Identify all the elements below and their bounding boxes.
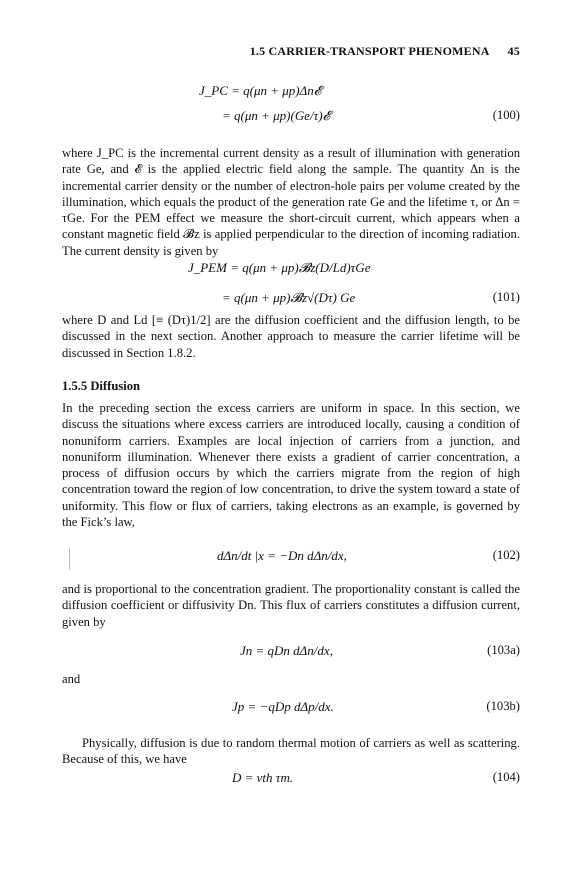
equation-100-number: (100) xyxy=(492,108,520,122)
paragraph-diffusivity: and is proportional to the concentration gradient. The proportionality constant is called the diffusion coefficient or diffusivity Dn. This flux of carriers constitutes a diffusion current, given by xyxy=(62,582,520,629)
paragraph-diffusion-intro: In the preceding section the excess carriers are uniform in space. In this section, we discuss the situations where excess carriers are introduced locally, causing a condition of nonuniform carriers. Examples are local injection of carriers from a junction, and nonuniform illumination. Whenever there exists a gradient of carrier concentration, a process of diffusion occurs by which the carriers migrate from the region of high concentration toward the region of low concentration, to drive the system toward a state of uniformity. This flow or flux of carriers, taking electrons as an example, is governed by the Fick’s law, xyxy=(62,401,520,530)
equation-102-number: (102) xyxy=(492,548,520,562)
running-header xyxy=(62,44,520,59)
page-number: 45 xyxy=(507,44,520,58)
paragraph-physical-diffusion: Physically, diffusion is due to random thermal motion of carriers as well as scattering. Because of this, we have xyxy=(62,736,520,767)
section-title: 1.5 CARRIER-TRANSPORT PHENOMENA xyxy=(249,44,490,58)
paragraph-photoconductive: where J_PC is the incremental current density as a result of illumination with generation rate Ge, and 𝓔 is the applied electric field along the sample. The quantity Δn is the incremental carrier density or the number of electron-hole pairs per volume created by the illumination, which equals the product of the generation rate Ge and the lifetime τ, or Δn = τGe. For the PEM effect we measure the short-circuit current, which appears when a constant magnetic field 𝓑z is applied perpendicular to the direction of incoming radiation. The current density is given by xyxy=(62,146,520,258)
equation-103b-expr: Jp = −qDp dΔp/dx. xyxy=(232,699,334,714)
equation-100-expr-2: = q(μn + μp)(Ge/τ)𝓔 xyxy=(222,108,331,123)
equation-100-expr-1: J_PC = q(μn + μp)Δn𝓔 xyxy=(199,83,322,98)
equation-101-line-1 xyxy=(62,260,520,280)
equation-103b-number: (103b) xyxy=(486,699,520,713)
equation-104-number: (104) xyxy=(492,770,520,784)
equation-103b xyxy=(62,699,520,719)
equation-103a-number: (103a) xyxy=(487,643,520,657)
word-and: and xyxy=(62,672,81,686)
section-heading-diffusion: 1.5.5 Diffusion xyxy=(62,379,141,393)
equation-101-expr-2: = q(μn + μp)𝓑z√(Dτ) Ge xyxy=(222,290,356,305)
equation-101-number: (101) xyxy=(492,290,520,304)
equation-101-expr-1: J_PEM = q(μn + μp)𝓑z(D/Ld)τGe xyxy=(188,260,371,275)
equation-102-expr: dΔn/dt |x = −Dn dΔn/dx, xyxy=(217,548,347,563)
equation-100-line-2 xyxy=(62,108,520,128)
equation-103a-expr: Jn = qDn dΔn/dx, xyxy=(240,643,333,658)
equation-104-expr: D = vth τm. xyxy=(232,770,294,785)
paragraph-diffusion-length: where D and Ld [≡ (Dτ)1/2] are the diffusion coefficient and the diffusion length, to be discussed in the next section. Another approach to measure the carrier lifetime will be discussed in Section 1.8.2. xyxy=(62,313,520,360)
equation-102 xyxy=(62,548,520,568)
equation-100-line-1 xyxy=(62,83,520,103)
equation-101-line-2 xyxy=(62,290,520,310)
equation-104 xyxy=(62,770,520,790)
margin-rule xyxy=(69,548,70,570)
equation-103a xyxy=(62,643,520,663)
